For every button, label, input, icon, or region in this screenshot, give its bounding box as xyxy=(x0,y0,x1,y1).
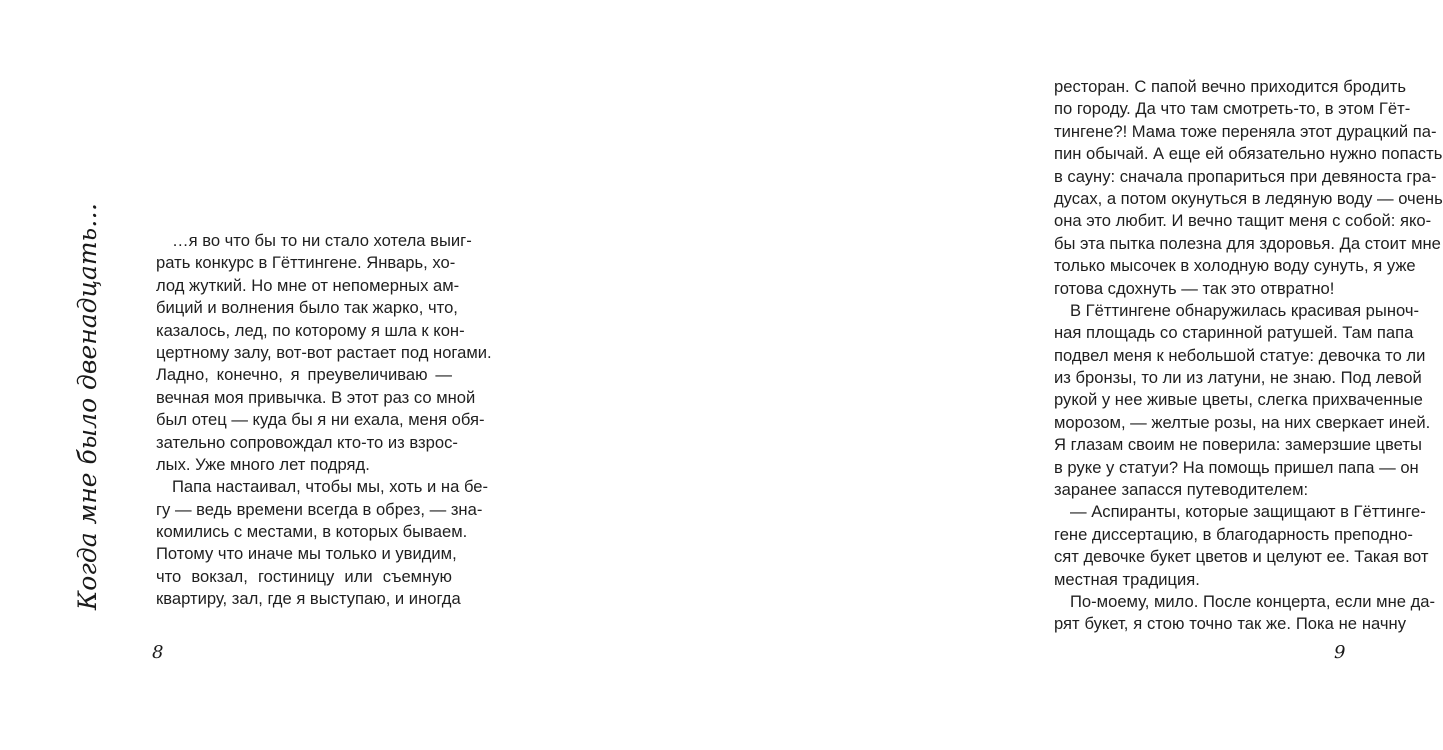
text-line: биций и волнения было так жарко, что, xyxy=(156,298,458,318)
text-line: дусах, а потом окунуться в ледяную воду — очень xyxy=(1054,188,1443,208)
text-line: гу — ведь времени всегда в обрез, — зна- xyxy=(156,499,483,519)
text-line: тингене?! Мама тоже переняла этот дурацкий па- xyxy=(1054,121,1437,141)
text-line: в сауну: сначала пропариться при девяноста гра- xyxy=(1054,166,1437,186)
right-page-text xyxy=(1054,76,1443,636)
text-line: По-моему, мило. После концерта, если мне да- xyxy=(1070,591,1436,611)
left-page-text xyxy=(156,230,492,611)
text-line: она это любит. И вечно тащит меня с собой: яко- xyxy=(1054,211,1432,231)
text-line: зательно сопровождал кто-то из взрос- xyxy=(156,432,458,452)
right-page xyxy=(500,0,1443,750)
text-line: лод жуткий. Но мне от непомерных ам- xyxy=(156,275,460,295)
text-line: ресторан. С папой вечно приходится бродить xyxy=(1054,77,1406,96)
running-head-title: Когда мне было двенадцать… xyxy=(73,202,103,610)
text-line: бы эта пытка полезна для здоровья. Да стоит мне xyxy=(1054,233,1441,253)
page-number-right: 9 xyxy=(1334,642,1346,663)
page-number-left: 8 xyxy=(152,642,164,663)
text-line: местная традиция. xyxy=(1054,569,1200,589)
text-line: Потому что иначе мы только и увидим, xyxy=(156,544,457,564)
text-line: вечная моя привычка. В этот раз со мной xyxy=(156,387,476,407)
text-line: Я глазам своим не поверила: замерзшие цветы xyxy=(1054,435,1422,455)
text-line: из бронзы, то ли из латуни, не знаю. Под левой xyxy=(1054,368,1422,388)
left-page xyxy=(0,0,500,750)
text-line: комились с местами, в которых бываем. xyxy=(156,522,468,542)
text-line: сят девочке букет цветов и целуют ее. Такая вот xyxy=(1054,547,1429,567)
text-line: рать конкурс в Гёттингене. Январь, хо- xyxy=(156,253,456,273)
text-line: ная площадь со старинной ратушей. Там папа xyxy=(1054,323,1414,343)
text-line: лых. Уже много лет подряд. xyxy=(156,454,370,474)
text-line: В Гёттингене обнаружилась красивая рыноч- xyxy=(1070,300,1420,320)
text-line: морозом, — желтые розы, на них сверкает иней. xyxy=(1054,412,1431,432)
text-line: — Аспиранты, которые защищают в Гёттинге- xyxy=(1070,502,1426,522)
text-line: пин обычай. А еще ей обязательно нужно попасть xyxy=(1054,144,1443,164)
text-line: Ладно, конечно, я преувеличиваю — xyxy=(156,365,452,385)
text-line: квартиру, зал, где я выступаю, и иногда xyxy=(156,589,461,609)
text-line: рят букет, я стою точно так же. Пока не начну xyxy=(1054,614,1406,634)
text-line: подвел меня к небольшой статуе: девочка то ли xyxy=(1054,345,1426,365)
text-line: заранее запасся путеводителем: xyxy=(1054,480,1309,500)
text-line: по городу. Да что там смотреть-то, в этом Гёт- xyxy=(1054,99,1411,119)
text-line: …я во что бы то ни стало хотела выиг- xyxy=(172,231,472,250)
text-line: только мысочек в холодную воду сунуть, я уже xyxy=(1054,256,1416,276)
text-line: казалось, лед, по которому я шла к кон- xyxy=(156,320,465,340)
text-line: в руке у статуи? На помощь пришел папа — он xyxy=(1054,457,1419,477)
text-line: гене диссертацию, в благодарность преподно- xyxy=(1054,524,1413,544)
text-line: Папа настаивал, чтобы мы, хоть и на бе- xyxy=(172,477,489,497)
text-line: цертному залу, вот-вот растает под ногами. xyxy=(156,342,492,362)
text-line: рукой у нее живые цветы, слегка прихваченные xyxy=(1054,390,1423,410)
text-line: был отец — куда бы я ни ехала, меня обя- xyxy=(156,410,485,430)
text-line: что вокзал, гостиницу или съемную xyxy=(156,566,452,586)
running-head xyxy=(68,202,108,610)
text-line: готова сдохнуть — так это отвратно! xyxy=(1054,278,1335,298)
